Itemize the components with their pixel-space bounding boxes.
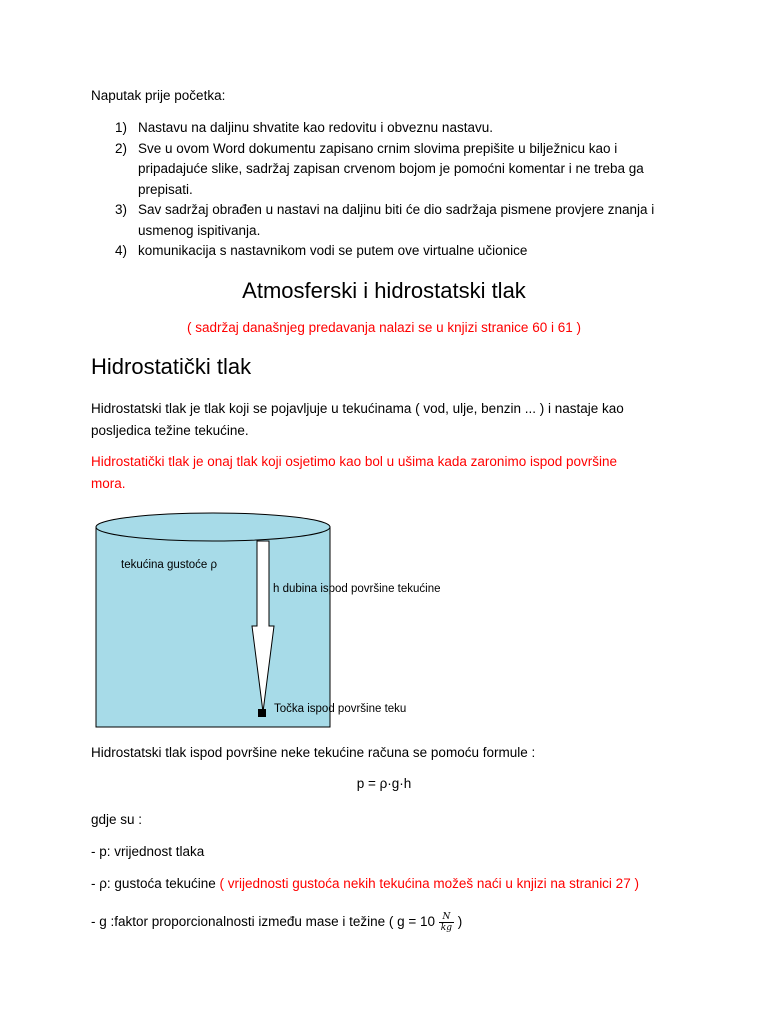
list-item-text: usmenog ispitivanja. xyxy=(138,222,261,238)
depth-label: h dubina ispod površine tekućine xyxy=(273,583,441,595)
section-heading: Hidrostatički tlak xyxy=(91,354,252,379)
paragraph-line: Hidrostatski tlak je tlak koji se pojavljuje u tekućinama ( vod, ulje, benzin ... ) i nastaje kao xyxy=(91,401,624,416)
point-label: Točka ispod površine teku xyxy=(274,703,407,715)
definition-g-text: - g :faktor proporcionalnosti između mase i težine ( g = 10 xyxy=(91,914,439,929)
unit-numerator: N xyxy=(439,912,454,923)
list-item-text: Nastavu na daljinu shvatite kao redovitu i obveznu nastavu. xyxy=(138,120,493,135)
unit-denominator: kg xyxy=(440,922,453,933)
paragraph-line: posljedica težine tekućine. xyxy=(91,423,249,438)
list-item-text: komunikacija s nastavnikom vodi se putem ove virtualne učionice xyxy=(138,243,528,258)
paragraph-line: mora. xyxy=(91,476,126,491)
point-marker xyxy=(258,709,266,717)
list-item-number: 4) xyxy=(115,243,128,258)
page-title: Atmosferski i hidrostatski tlak xyxy=(242,278,526,303)
liquid-container-body xyxy=(96,527,330,727)
page-subtitle: ( sadržaj današnjeg predavanja nalazi se u knjizi stranice 60 i 61 ) xyxy=(187,320,581,335)
list-item-text: pripadajuće slike, sadržaj zapisan crvenom bojom je pomoćni komentar i ne treba ga xyxy=(138,161,644,176)
where-label: gdje su : xyxy=(91,812,143,827)
formula-intro: Hidrostatski tlak ispod površine neke tekućine računa se pomoću formule : xyxy=(91,745,536,760)
list-item-number: 3) xyxy=(115,202,128,217)
definition-p: - p: vrijednost tlaka xyxy=(91,844,205,859)
list-item-text: Sav sadržaj obrađen u nastavi na daljinu biti će dio sadržaja pismene provjere znanja i xyxy=(138,202,655,217)
definition-rho-comment: ( vrijednosti gustoća nekih tekućina možeš naći u knjizi na stranici 27 ) xyxy=(219,876,639,891)
unit-fraction xyxy=(439,912,454,933)
density-label: tekućina gustoće ρ xyxy=(121,559,218,571)
definition-rho-text: - ρ: gustoća tekućine xyxy=(91,876,220,891)
liquid-surface xyxy=(96,513,330,541)
list-item-number: 1) xyxy=(115,120,128,135)
definition-rho xyxy=(91,874,639,894)
definition-g xyxy=(91,910,462,934)
paragraph-line: Hidrostatički tlak je onaj tlak koji osjetimo kao bol u ušima kada zaronimo ispod površine xyxy=(91,454,617,469)
formula: p = ρ·g·h xyxy=(356,776,412,791)
list-item-text: Sve u ovom Word dokumentu zapisano crnim slovima prepišite u bilježnicu kao i xyxy=(138,140,618,156)
intro-heading: Naputak prije početka: xyxy=(91,88,226,103)
list-item-number: 2) xyxy=(115,140,128,156)
definition-g-close: ) xyxy=(454,914,463,929)
list-item-text: prepisati. xyxy=(138,181,193,197)
